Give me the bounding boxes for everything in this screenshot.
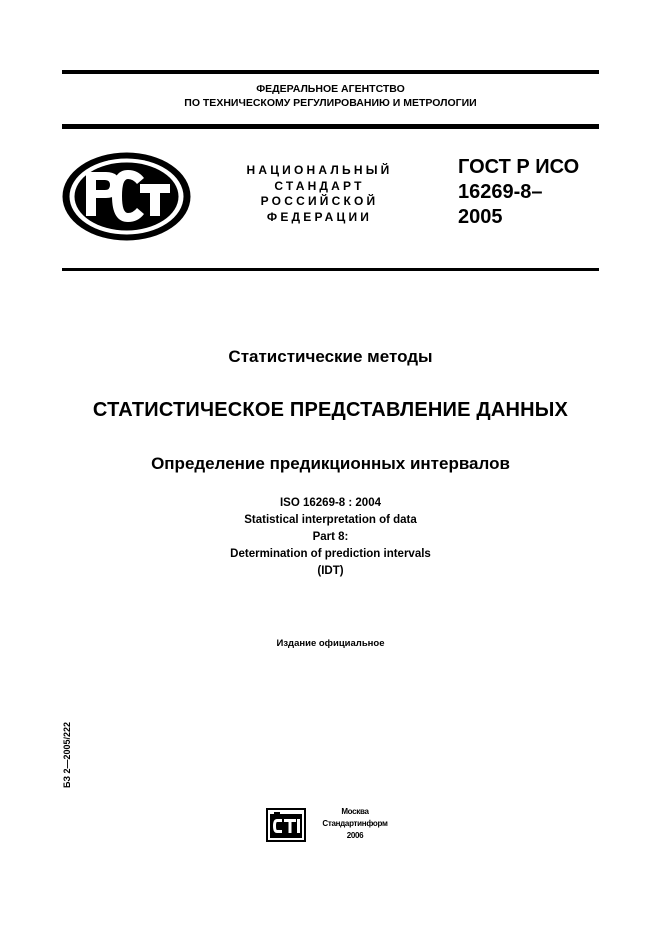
side-code-text: БЗ 2—2005/222 xyxy=(62,721,72,789)
side-code xyxy=(60,720,74,790)
iso-reference xyxy=(0,495,661,580)
national-line-4: ФЕДЕРАЦИИ xyxy=(266,209,373,224)
national-line-1: НАЦИОНАЛЬНЫЙ xyxy=(246,163,393,177)
national-line-3: РОССИЙСКОЙ xyxy=(260,194,379,208)
agency-line-1: ФЕДЕРАЛЬНОЕ АГЕНТСТВО xyxy=(256,83,405,95)
agency-name xyxy=(62,82,599,110)
agency-line-2: ПО ТЕХНИЧЕСКОМУ РЕГУЛИРОВАНИЮ И МЕТРОЛОГИИ xyxy=(184,97,477,109)
iso-line-2: Statistical interpretation of data xyxy=(244,514,417,526)
subtitle: Определение предикционных интервалов xyxy=(151,454,510,473)
iso-line-1: ISO 16269-8 : 2004 xyxy=(279,497,381,509)
national-standard-label xyxy=(232,163,407,225)
publisher-info xyxy=(310,806,400,842)
main-title: СТАТИСТИЧЕСКОЕ ПРЕДСТАВЛЕНИЕ ДАННЫХ xyxy=(92,399,569,421)
header-top-rule xyxy=(62,70,599,74)
title-block-rule xyxy=(62,268,599,271)
designation-line-3: 2005 xyxy=(458,206,503,228)
publisher-year: 2006 xyxy=(346,831,364,840)
standartinform-logo-icon xyxy=(266,808,306,842)
iso-line-5: (IDT) xyxy=(317,565,344,577)
series-title: Статистические методы xyxy=(228,347,433,366)
edition-label: Издание официальное xyxy=(276,638,385,649)
designation-line-1: ГОСТ Р ИСО xyxy=(458,156,580,178)
publisher-city: Москва xyxy=(341,807,369,816)
national-line-2: СТАНДАРТ xyxy=(274,178,365,193)
standard-designation xyxy=(458,155,579,230)
designation-line-2: 16269-8– xyxy=(458,181,543,203)
publisher-name: Стандартинформ xyxy=(322,819,388,828)
header-bottom-rule xyxy=(62,124,599,129)
rst-certification-mark-icon xyxy=(60,150,193,243)
iso-line-4: Determination of prediction intervals xyxy=(230,548,431,560)
iso-line-3: Part 8: xyxy=(312,531,349,543)
